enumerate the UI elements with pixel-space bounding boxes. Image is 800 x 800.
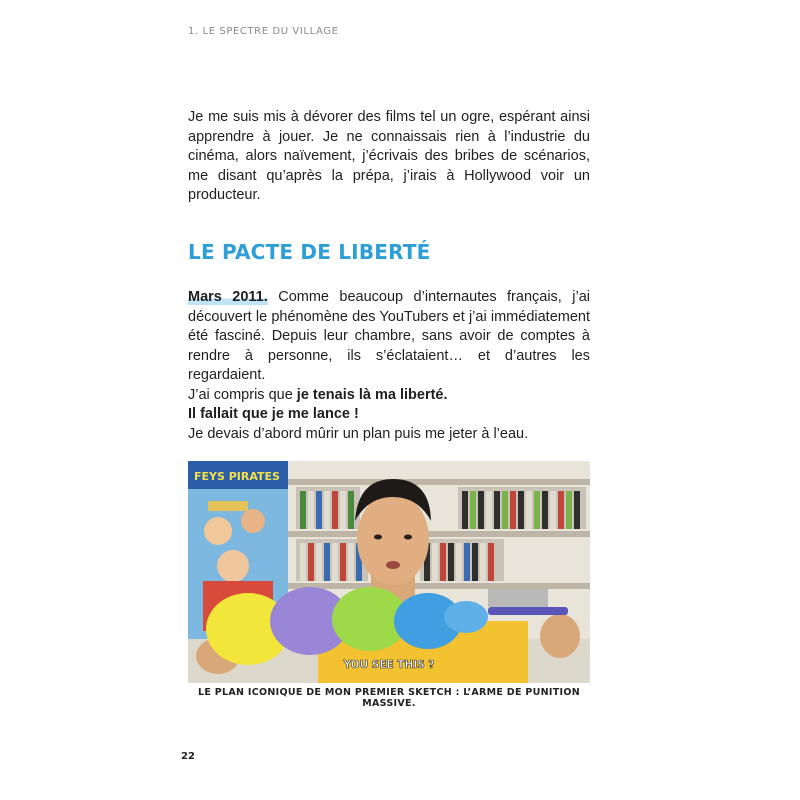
date-highlight: Mars 2011.	[188, 289, 268, 305]
running-head: 1. LE SPECTRE DU VILLAGE	[188, 26, 339, 37]
paragraph-intro: Je me suis mis à dévorer des films tel un ogre, espérant ainsi apprendre à jouer. Je ne connaissais rien à l’industrie du cinéma, alors naïvement, j’écrivais des bribes de scénarios, me disant qu’après la prépa, j’irais à Hollywood voir un producteur.	[188, 109, 590, 203]
poster-character-2	[241, 509, 265, 533]
poster-title: FEYS PIRATES	[194, 470, 280, 483]
shelf-board-1	[288, 479, 590, 485]
person-mouth	[386, 561, 400, 569]
poster-character-3	[217, 550, 249, 582]
laptop	[488, 589, 548, 607]
person-eye-left	[374, 535, 382, 540]
video-subtitle: YOU SEE THIS ?	[343, 659, 435, 671]
poster-hat	[208, 501, 248, 511]
paragraph-pacte-text: Comme beaucoup d’internautes français, j’ai découvert le phénomène des YouTubers et j’ai immédiatement été fasciné. Depuis leur chambre, sans avoir de comptes à rendre à personne, ils s’éclataient… et d’autres les regardaient.	[188, 289, 590, 383]
video-screenshot-photo	[188, 461, 590, 683]
shelf-board-2	[288, 531, 590, 537]
line-liberty-bold: je tenais là ma liberté.	[296, 386, 448, 403]
line-liberty	[188, 386, 590, 406]
poster-character-1	[204, 517, 232, 545]
person-face	[357, 493, 429, 585]
duster-blue-tip	[444, 601, 488, 633]
photo-illustration	[188, 461, 590, 683]
duster-handle	[488, 607, 568, 615]
paragraph-pacte	[188, 288, 590, 444]
person-eye-right	[404, 535, 412, 540]
shelf-board-3	[288, 583, 590, 589]
photo-caption: LE PLAN ICONIQUE DE MON PREMIER SKETCH : L’ARME DE PUNITION MASSIVE.	[198, 687, 580, 709]
page-number: 22	[181, 751, 195, 762]
line-plan: Je devais d’abord mûrir un plan puis me jeter à l’eau.	[188, 425, 529, 442]
line-liberty-prefix: J’ai compris que	[188, 386, 297, 403]
line-launch: Il fallait que je me lance !	[188, 406, 359, 422]
person-hand-right	[540, 614, 580, 658]
section-title: LE PACTE DE LIBERTÉ	[188, 240, 431, 264]
paragraph-pacte-body	[188, 288, 590, 386]
